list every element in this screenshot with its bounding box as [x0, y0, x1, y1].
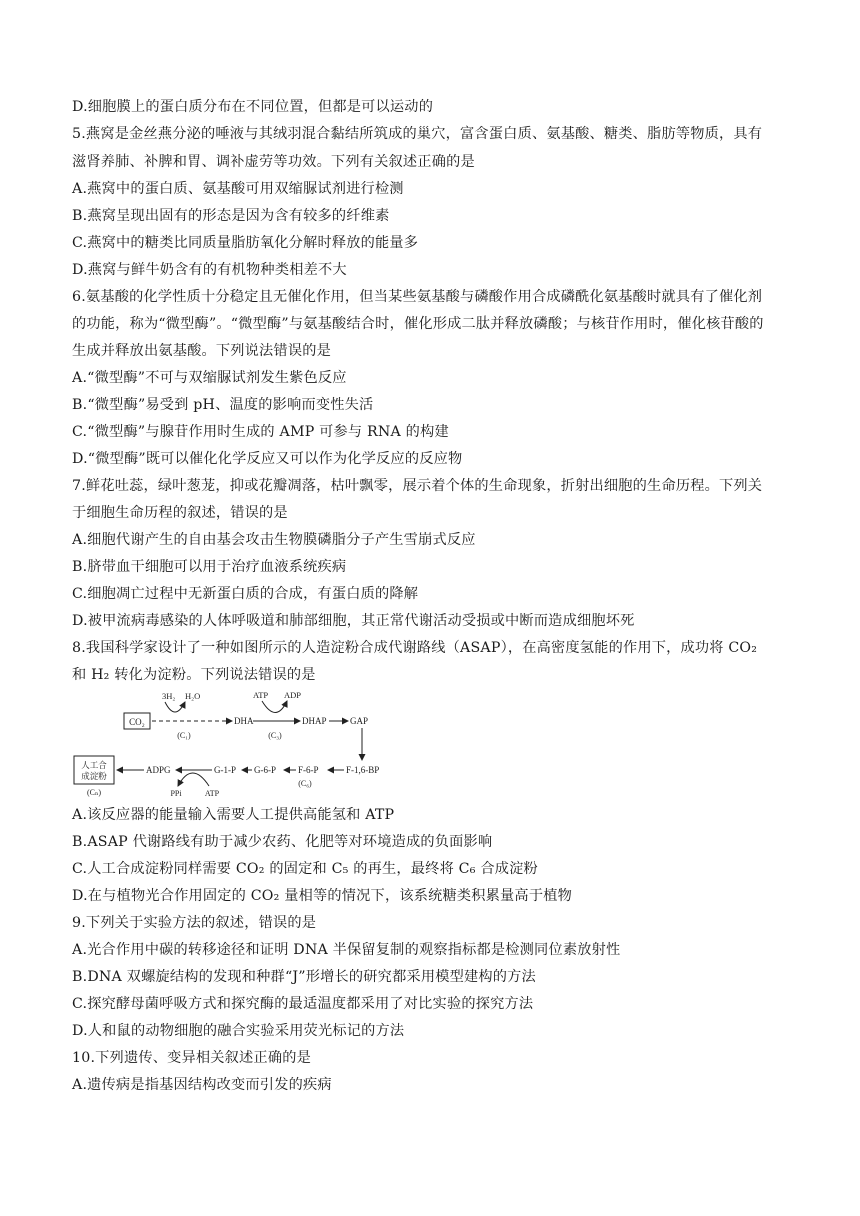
- c6-label: (C₆): [298, 779, 312, 788]
- c3-label: (C₃): [268, 731, 282, 740]
- q8-stem-line-1: 8.我国科学家设计了一种如图所示的人造淀粉合成代谢路线（ASAP），在高密度氢能的作用下，成功将 CO₂: [72, 640, 758, 656]
- atp-bottom-label: ATP: [204, 789, 220, 798]
- q6-option-c: C.“微型酶”与腺苷作用时生成的 AMP 可参与 RNA 的构建: [72, 424, 449, 440]
- q8-option-a: A.该反应器的能量输入需要人工提供高能氢和 ATP: [72, 807, 395, 823]
- q7-option-a: A.细胞代谢产生的自由基会攻击生物膜磷脂分子产生雪崩式反应: [72, 532, 476, 548]
- q5-option-b: B.燕窝呈现出固有的形态是因为含有较多的纤维素: [72, 208, 390, 224]
- q6-option-b: B.“微型酶”易受到 pH、温度的影响而变性失活: [72, 397, 374, 413]
- q7-stem-line-1: 7.鲜花吐蕊，绿叶葱茏，抑或花瓣凋落，枯叶飘零，展示着个体的生命现象，折射出细胞的生命历程。下列关: [72, 478, 763, 494]
- ppi-label: PPi: [170, 789, 182, 798]
- gap-label: GAP: [350, 716, 369, 726]
- q7-option-b: B.脐带血干细胞可以用于治疗血液系统疾病: [72, 559, 347, 575]
- q5-stem-line-2: 滋肾养肺、补脾和胃、调补虚劳等功效。下列有关叙述正确的是: [72, 154, 475, 170]
- q10-stem: 10.下列遗传、变异相关叙述正确的是: [72, 1050, 311, 1066]
- q5-option-d: D.燕窝与鲜牛奶含有的有机物种类相差不大: [72, 262, 347, 278]
- q6-option-a: A.“微型酶”不可与双缩脲试剂发生紫色反应: [72, 370, 347, 386]
- adp-top-label: ADP: [284, 690, 302, 700]
- q7-option-c: C.细胞凋亡过程中无新蛋白质的合成，有蛋白质的降解: [72, 586, 419, 602]
- f6p-label: F-6-P: [298, 765, 319, 775]
- q8-stem-line-2: 和 H₂ 转化为淀粉。下列说法错误的是: [72, 667, 316, 683]
- q9-stem: 9.下列关于实验方法的叙述，错误的是: [72, 915, 317, 931]
- q5-stem-line-1: 5.燕窝是金丝燕分泌的唾液与其绒羽混合黏结所筑成的巢穴，富含蛋白质、氨基酸、糖类、脂肪等物质，具有: [72, 126, 763, 142]
- h2-h2o-curve-arrow: [165, 702, 185, 712]
- adpg-label: ADPG: [146, 765, 171, 775]
- q7-option-d: D.被甲流病毒感染的人体呼吸道和肺部细胞，其正常代谢活动受损或中断而造成细胞坏死: [72, 613, 635, 629]
- asap-pathway-diagram: [72, 688, 402, 800]
- f16bp-label: F-1,6-BP: [346, 765, 380, 775]
- q9-option-d: D.人和鼠的动物细胞的融合实验采用荧光标记的方法: [72, 1023, 405, 1039]
- g6p-label: G-6-P: [254, 765, 276, 775]
- q6-stem-line-3: 生成并释放出氨基酸。下列说法错误的是: [72, 343, 331, 359]
- h2o-output-label: H₂O: [185, 691, 201, 701]
- q6-stem-line-2: 的功能，称为“微型酶”。“微型酶”与氨基酸结合时，催化形成二肽并释放磷酸；与核苷作用时，催化核苷酸的: [72, 316, 764, 332]
- q6-stem-line-1: 6.氨基酸的化学性质十分稳定且无催化作用，但当某些氨基酸与磷酸作用合成磷酰化氨基酸时就具有了催化剂: [72, 289, 763, 305]
- q6-option-d: D.“微型酶”既可以催化化学反应又可以作为化学反应的反应物: [72, 451, 463, 467]
- q9-option-c: C.探究酵母菌呼吸方式和探究酶的最适温度都采用了对比实验的探究方法: [72, 996, 534, 1012]
- atp-adp-curve-arrow: [262, 701, 287, 713]
- cn-label: (Cₙ): [86, 788, 102, 797]
- q4-option-d: D.细胞膜上的蛋白质分布在不同位置，但都是可以运动的: [72, 99, 434, 115]
- dhap-label: DHAP: [302, 716, 327, 726]
- q5-option-a: A.燕窝中的蛋白质、氨基酸可用双缩脲试剂进行检测: [72, 181, 404, 197]
- q10-option-a: A.遗传病是指基因结构改变而引发的疾病: [72, 1077, 332, 1093]
- atp-top-label: ATP: [253, 690, 269, 700]
- q8-option-c: C.人工合成淀粉同样需要 CO₂ 的固定和 C₅ 的再生，最终将 C₆ 合成淀粉: [72, 861, 538, 877]
- atp-ppi-curve-arrow: [178, 773, 209, 786]
- q9-option-b: B.DNA 双螺旋结构的发现和种群“J”形增长的研究都采用模型建构的方法: [72, 969, 536, 985]
- q9-option-a: A.光合作用中碳的转移途径和证明 DNA 半保留复制的观察指标都是检测同位素放射性: [72, 942, 621, 958]
- c1-label: (C₁): [177, 731, 191, 740]
- g1p-label: G-1-P: [214, 765, 236, 775]
- h2-input-label: 3H₂: [162, 691, 176, 701]
- starch-label-line-1: 人工合: [81, 760, 107, 770]
- dha-label: DHA: [234, 716, 254, 726]
- co2-label: CO₂: [129, 717, 145, 727]
- q5-option-c: C.燕窝中的糖类比同质量脂肪氧化分解时释放的能量多: [72, 235, 419, 251]
- q8-option-b: B.ASAP 代谢路线有助于减少农药、化肥等对环境造成的负面影响: [72, 834, 493, 850]
- q8-option-d: D.在与植物光合作用固定的 CO₂ 量相等的情况下，该系统糖类积累量高于植物: [72, 888, 572, 904]
- q7-stem-line-2: 于细胞生命历程的叙述，错误的是: [72, 505, 288, 521]
- starch-label-line-2: 成淀粉: [81, 771, 107, 781]
